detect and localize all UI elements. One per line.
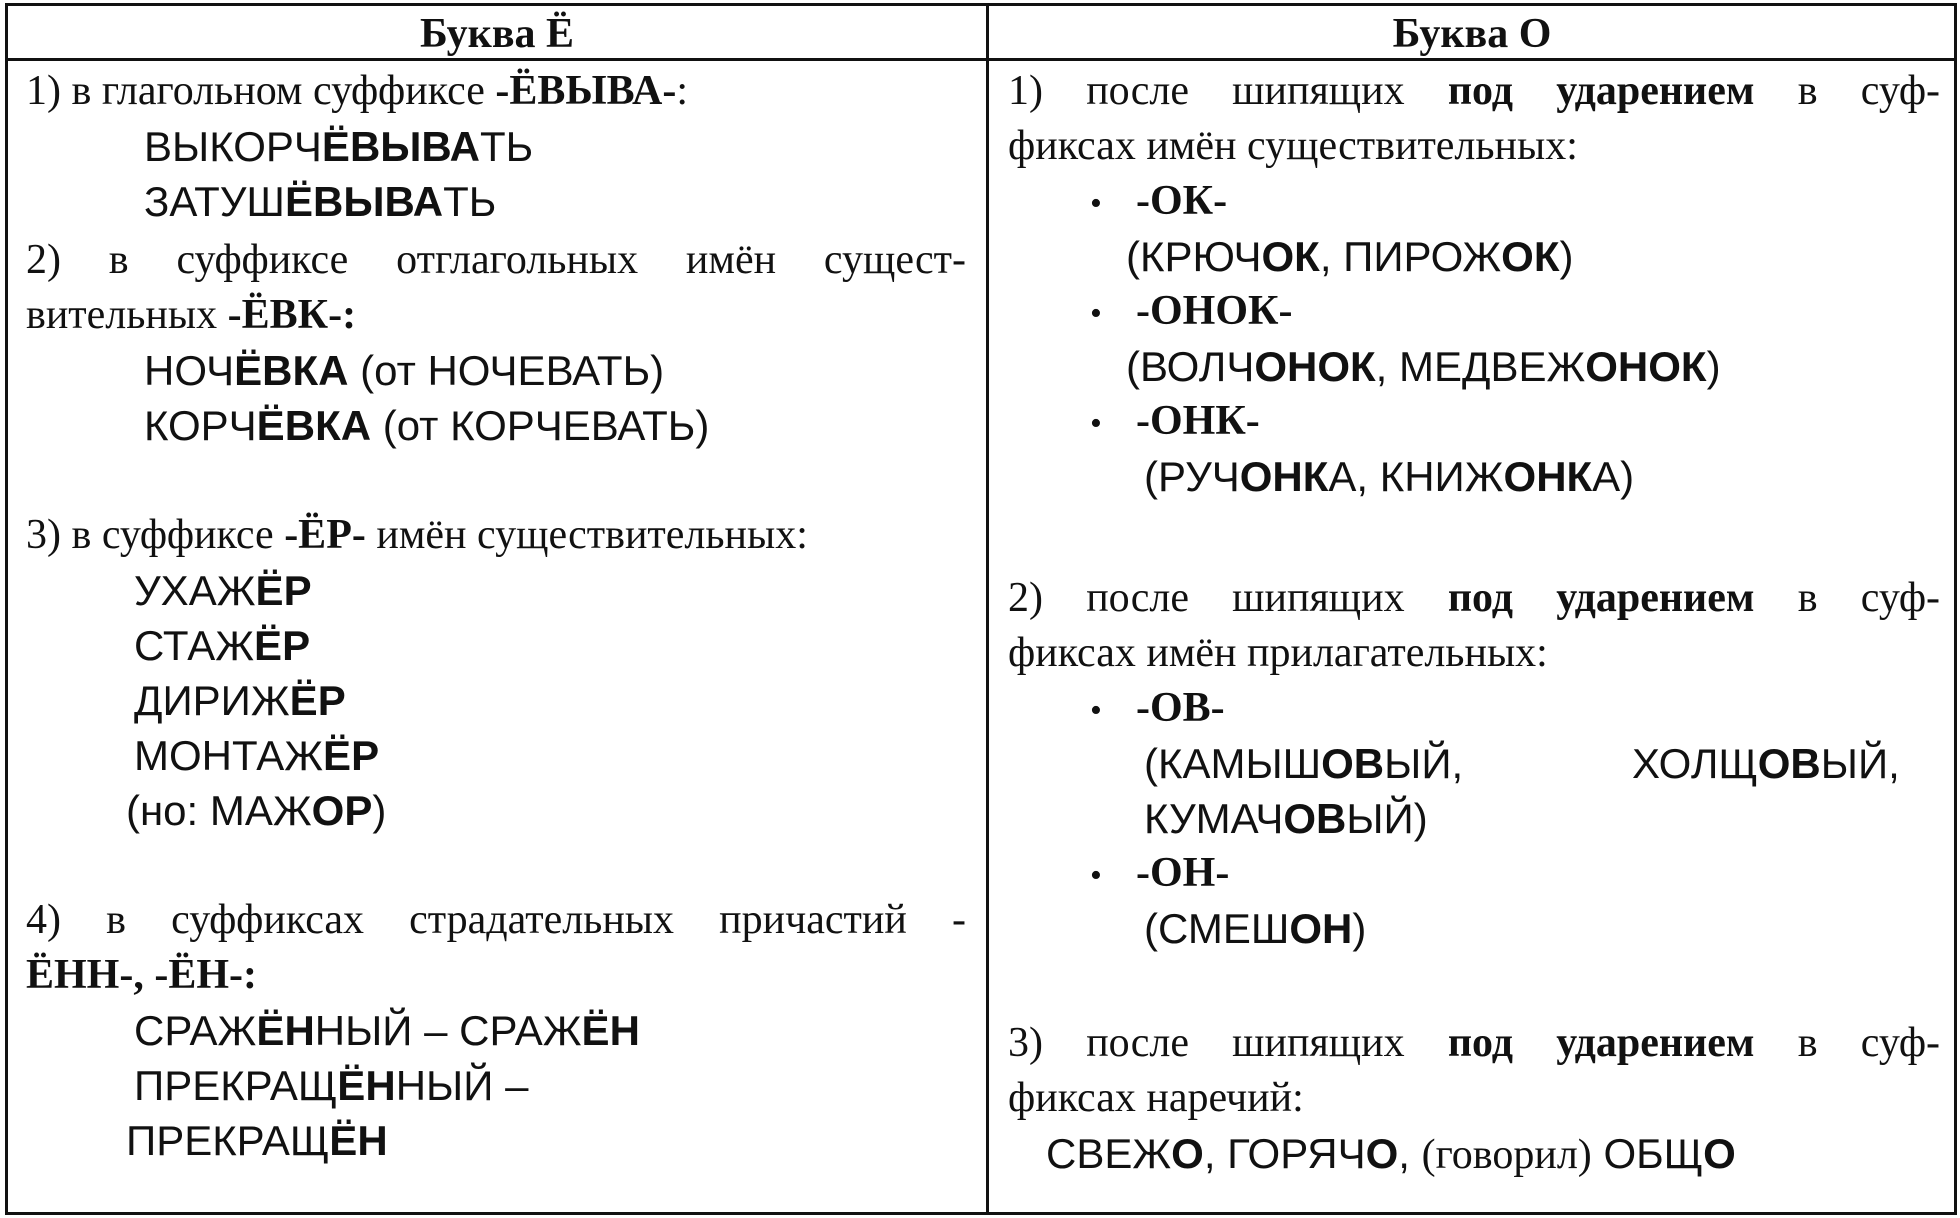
example-word: СРАЖЁННЫЙ – СРАЖЁН [134,1007,640,1054]
right-column [1008,61,1948,1211]
column-divider [986,6,989,1212]
rule-2-title-cont: вительных -ЁВК-: [26,292,357,338]
rule-1-title: 1) в глагольном суффиксе -ЁВЫВА-: [26,68,688,114]
example-word: КУМАЧОВЫЙ) [1144,795,1428,842]
rules-table [5,3,1957,1215]
rule-o-3-title: 3) после шипящих под ударением в суф- [1008,1020,1941,1066]
rule-o-2-title-cont: фиксах имён прилагательных: [1008,630,1548,676]
header-letter-o: Буква О [1392,11,1552,57]
example-word: (КРЮЧОК, ПИРОЖОК) [1126,233,1574,280]
bullet-item: • -ОК- [1056,174,1227,231]
bullet-icon: • [1090,692,1102,729]
bullet-icon: • [1090,185,1102,222]
bullet-item: • -ОВ- [1056,681,1225,738]
example-word: КОРЧЁВКА (от КОРЧЕВАТЬ) [144,402,710,449]
example-exception: (но: МАЖОР) [126,787,387,834]
bullet-icon: • [1090,405,1102,442]
example-word: НОЧЁВКА (от НОЧЕВАТЬ) [144,347,665,394]
example-word: СВЕЖО, ГОРЯЧО, (говорил) ОБЩО [1046,1130,1736,1178]
rule-o-3-title-cont: фиксах наречий: [1008,1075,1304,1121]
rule-4-title-cont: ЁНН-, -ЁН-: [26,952,257,998]
example-word: (РУЧОНКА, КНИЖОНКА) [1144,453,1635,500]
rule-o-1-title-cont: фиксах имён существительных: [1008,123,1578,169]
example-word: МОНТАЖЁР [134,732,380,779]
left-column [26,61,974,1211]
rule-4-title: 4) в суффиксах страдательных причастий - [26,897,966,943]
bullet-item: • -ОНК- [1056,394,1260,451]
example-word: ПРЕКРАЩЁН [126,1117,388,1164]
header-letter-yo: Буква Ё [419,11,575,57]
example-word: (СМЕШОН) [1144,905,1367,952]
rule-o-1-title: 1) после шипящих под ударением в суф- [1008,68,1941,114]
example-word: (КАМЫШОВЫЙ, [1144,740,1464,787]
example-word: УХАЖЁР [134,567,312,614]
bullet-item: • -ОНОК- [1056,284,1292,341]
bullet-item: • -ОН- [1056,846,1229,903]
rule-o-2-title: 2) после шипящих под ударением в суф- [1008,575,1941,621]
example-word: ЗАТУШЁВЫВАТЬ [144,178,497,225]
example-word: (ВОЛЧОНОК, МЕДВЕЖОНОК) [1126,343,1721,390]
rule-2-title: 2) в суффиксе отглагольных имён сущест- [26,237,966,283]
example-word: ХОЛЩОВЫЙ, [1632,740,1900,787]
bullet-icon: • [1090,295,1102,332]
example-word: ПРЕКРАЩЁННЫЙ – [134,1062,529,1109]
rule-3-title: 3) в суффиксе -ЁР- имён существительных: [26,512,808,558]
example-word: ВЫКОРЧЁВЫВАТЬ [144,123,534,170]
bullet-icon: • [1090,857,1102,894]
example-word: ДИРИЖЁР [134,677,346,724]
example-word: СТАЖЁР [134,622,311,669]
